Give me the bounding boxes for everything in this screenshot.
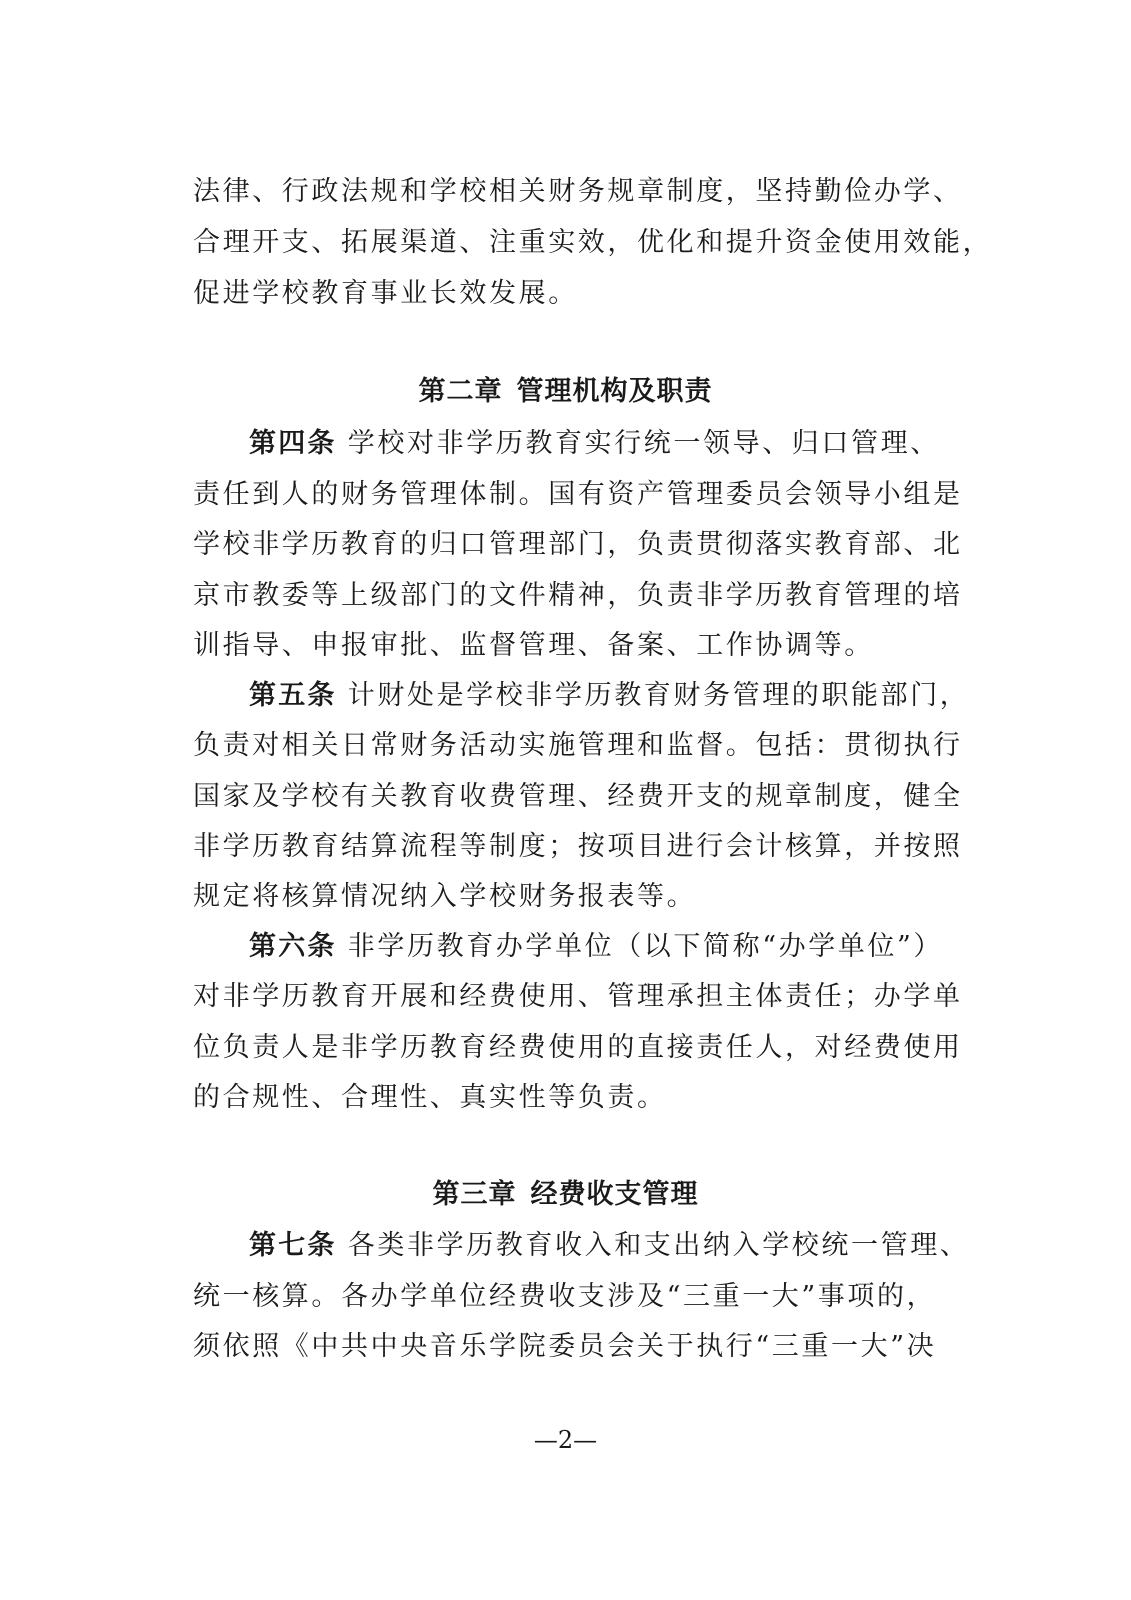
chapter-number: 第二章 xyxy=(418,376,503,407)
article-first-line xyxy=(249,927,944,967)
paragraph-line: 规定将核算情况纳入学校财务报表等。 xyxy=(193,881,697,912)
paragraph-line: 学校非学历教育的归口管理部门，负责贯彻落实教育部、北 xyxy=(193,529,963,560)
article-first-line xyxy=(249,676,970,716)
chapter-title: 经费收支管理 xyxy=(530,1179,699,1210)
chapter-heading xyxy=(0,1175,1131,1215)
paragraph-line: 合理开支、拓展渠道、注重实效，优化和提升资金使用效能， xyxy=(193,227,993,258)
paragraph-line: 负责对相关日常财务活动实施管理和监督。包括：贯彻执行 xyxy=(193,730,963,761)
paragraph-line: 统一核算。各办学单位经费收支涉及“三重一大”事项的， xyxy=(193,1281,937,1312)
paragraph-line: 对非学历教育开展和经费使用、管理承担主体责任；办学单 xyxy=(193,981,963,1012)
paragraph-line: 须依照《中共中央音乐学院委员会关于执行“三重一大”决 xyxy=(193,1331,937,1362)
paragraph-line: 位负责人是非学历教育经费使用的直接责任人，对经费使用 xyxy=(193,1032,963,1063)
paragraph-line: 训指导、申报审批、监督管理、备案、工作协调等。 xyxy=(193,630,874,661)
paragraph-line: 京市教委等上级部门的文件精神，负责非学历教育管理的培 xyxy=(193,580,963,611)
chapter-title: 管理机构及职责 xyxy=(516,376,713,407)
paragraph-line: 促进学校教育事业长效发展。 xyxy=(193,278,578,309)
article-first-line xyxy=(249,1226,970,1266)
chapter-heading xyxy=(0,372,1131,412)
paragraph-line: 责任到人的财务管理体制。国有资产管理委员会领导小组是 xyxy=(193,479,963,510)
paragraph-line: 非学历教育结算流程等制度；按项目进行会计核算，并按照 xyxy=(193,831,963,862)
article-label: 第四条 xyxy=(249,428,337,459)
article-label: 第六条 xyxy=(249,931,337,962)
page-number: —2— xyxy=(533,1426,598,1454)
article-label: 第五条 xyxy=(249,680,337,711)
paragraph-line: 国家及学校有关教育收费管理、经费开支的规章制度，健全 xyxy=(193,781,963,812)
article-text: 各类非学历教育收入和支出纳入学校统一管理、 xyxy=(347,1230,970,1261)
article-text: 计财处是学校非学历教育财务管理的职能部门， xyxy=(347,680,970,711)
article-text: 非学历教育办学单位（以下简称“办学单位”） xyxy=(347,931,944,962)
article-text: 学校对非学历教育实行统一领导、归口管理、 xyxy=(347,428,940,459)
paragraph-line: 的合规性、合理性、真实性等负责。 xyxy=(193,1082,667,1113)
paragraph-line: 法律、行政法规和学校相关财务规章制度，坚持勤俭办学、 xyxy=(193,176,963,207)
article-first-line xyxy=(249,424,938,464)
article-label: 第七条 xyxy=(249,1230,337,1261)
chapter-number: 第三章 xyxy=(432,1179,517,1210)
